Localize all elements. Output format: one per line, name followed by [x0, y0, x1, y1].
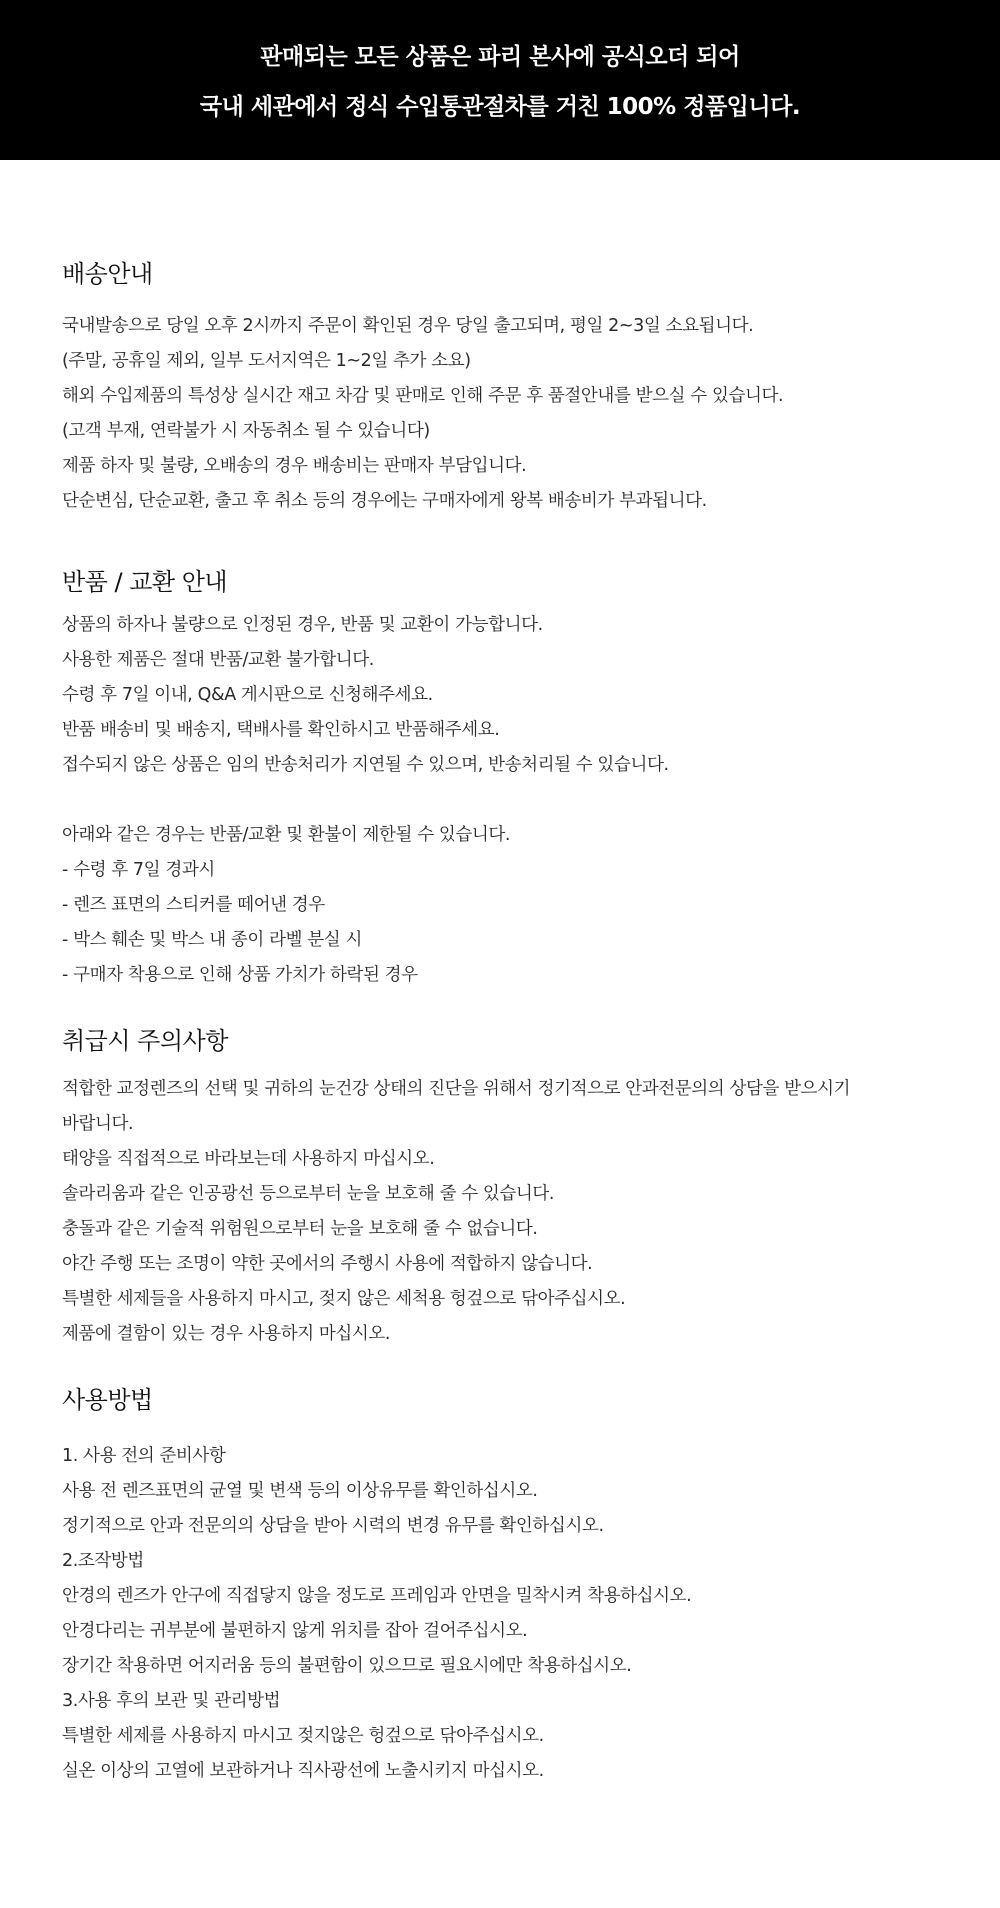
- notice-banner: [0, 0, 1000, 160]
- usage-line: 장기간 착용하면 어지러움 등의 불편함이 있으므로 필요시에만 착용하십시오.: [62, 1656, 632, 1676]
- shipping-line: (고객 부재, 연락불가 시 자동취소 될 수 있습니다): [62, 421, 430, 441]
- caution-line: 야간 주행 또는 조명이 약한 곳에서의 주행시 사용에 적합하지 않습니다.: [62, 1254, 593, 1274]
- return-exchange-section: [62, 565, 942, 985]
- shipping-section: [62, 257, 942, 511]
- caution-line: 특별한 세제들을 사용하지 마시고, 젖지 않은 세척용 헝겊으로 닦아주십시오.: [62, 1289, 626, 1309]
- caution-line: 충돌과 같은 기술적 위험원으로부터 눈을 보호해 줄 수 없습니다.: [62, 1219, 538, 1239]
- usage-subheading: 1. 사용 전의 준비사항: [62, 1446, 226, 1466]
- handling-caution-section: [62, 1024, 942, 1344]
- caution-title: 취급시 주의사항: [62, 1027, 228, 1055]
- banner-line-1: 판매되는 모든 상품은 파리 본사에 공식오더 되어: [260, 44, 740, 70]
- shipping-line: 단순변심, 단순교환, 출고 후 취소 등의 경우에는 구매자에게 왕복 배송비가 부과됩니다.: [62, 491, 707, 511]
- usage-section: [62, 1383, 942, 1781]
- shipping-line: 제품 하자 및 불량, 오배송의 경우 배송비는 판매자 부담입니다.: [62, 456, 527, 476]
- return-line: 반품 배송비 및 배송지, 택배사를 확인하시고 반품해주세요.: [62, 720, 500, 740]
- caution-line: 솔라리움과 같은 인공광선 등으로부터 눈을 보호해 줄 수 있습니다.: [62, 1184, 555, 1204]
- caution-line: 바랍니다.: [62, 1114, 134, 1134]
- caution-line: 제품에 결함이 있는 경우 사용하지 마십시오.: [62, 1324, 391, 1344]
- usage-subheading: 3.사용 후의 보관 및 관리방법: [62, 1691, 281, 1711]
- caution-line: 적합한 교정렌즈의 선택 및 귀하의 눈건강 상태의 진단을 위해서 정기적으로 안과전문의의 상담을 받으시기: [62, 1079, 851, 1099]
- shipping-line: 국내발송으로 당일 오후 2시까지 주문이 확인된 경우 당일 출고되며, 평일 2~3일 소요됩니다.: [62, 316, 754, 336]
- return-line: 상품의 하자나 불량으로 인정된 경우, 반품 및 교환이 가능합니다.: [62, 615, 543, 635]
- return-restriction-item: - 박스 훼손 및 박스 내 종이 라벨 분실 시: [62, 930, 362, 950]
- shipping-line: (주말, 공휴일 제외, 일부 도서지역은 1~2일 추가 소요): [62, 351, 471, 371]
- return-restriction-item: - 구매자 착용으로 인해 상품 가치가 하락된 경우: [62, 965, 418, 985]
- shipping-text: [62, 309, 942, 519]
- return-restriction-heading: 아래와 같은 경우는 반품/교환 및 환불이 제한될 수 있습니다.: [62, 825, 511, 845]
- usage-line: 실온 이상의 고열에 보관하거나 직사광선에 노출시키지 마십시오.: [62, 1761, 544, 1781]
- banner-line-2: 국내 세관에서 정식 수입통관절차를 거친 100% 정품입니다.: [199, 94, 801, 120]
- return-line: 사용한 제품은 절대 반품/교환 불가합니다.: [62, 650, 374, 670]
- usage-line: 안경다리는 귀부분에 불편하지 않게 위치를 잡아 걸어주십시오.: [62, 1621, 528, 1641]
- return-text: [62, 608, 942, 993]
- usage-line: 안경의 렌즈가 안구에 직접닿지 않을 정도로 프레임과 안면을 밀착시켜 착용하십시오.: [62, 1586, 692, 1606]
- usage-title: 사용방법: [62, 1386, 153, 1414]
- return-restriction-item: - 렌즈 표면의 스티커를 떼어낸 경우: [62, 895, 325, 915]
- return-line: 접수되지 않은 상품은 임의 반송처리가 지연될 수 있으며, 반송처리될 수 있습니다.: [62, 755, 669, 775]
- return-title: 반품 / 교환 안내: [62, 568, 228, 596]
- shipping-line: 해외 수입제품의 특성상 실시간 재고 차감 및 판매로 인해 주문 후 품절안내를 받으실 수 있습니다.: [62, 386, 784, 406]
- return-line: 수령 후 7일 이내, Q&A 게시판으로 신청해주세요.: [62, 685, 433, 705]
- blank-line: [62, 783, 942, 818]
- usage-text: [62, 1439, 942, 1789]
- usage-subheading: 2.조작방법: [62, 1551, 144, 1571]
- return-restriction-item: - 수령 후 7일 경과시: [62, 860, 215, 880]
- caution-line: 태양을 직접적으로 바라보는데 사용하지 마십시오.: [62, 1149, 435, 1169]
- shipping-title: 배송안내: [62, 260, 153, 288]
- usage-line: 특별한 세제를 사용하지 마시고 젖지않은 헝겊으로 닦아주십시오.: [62, 1726, 544, 1746]
- usage-line: 정기적으로 안과 전문의의 상담을 받아 시력의 변경 유무를 확인하십시오.: [62, 1516, 604, 1536]
- usage-line: 사용 전 렌즈표면의 균열 및 변색 등의 이상유무를 확인하십시오.: [62, 1481, 538, 1501]
- caution-text: [62, 1072, 942, 1352]
